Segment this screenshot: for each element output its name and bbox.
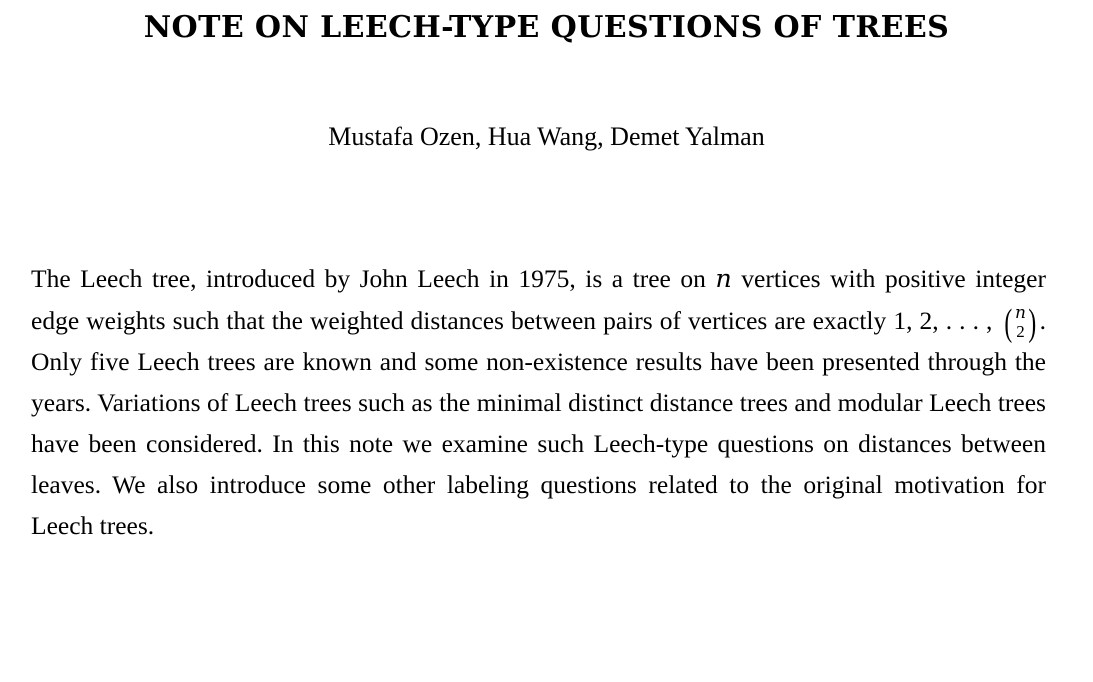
author-list: Mustafa Ozen, Hua Wang, Demet Yalman [328,122,765,151]
abstract-segment-1: The Leech tree, introduced by John Leech in 1975, is a tree on [31,264,716,293]
binomial-coefficient [1002,301,1038,344]
binom-stack [1015,305,1026,341]
left-paren: ( [1004,301,1013,344]
page-title: NOTE ON LEECH-TYPE QUESTIONS OF TREES [143,10,950,45]
binom-bottom: 2 [1016,321,1025,341]
math-distance-list: 1, 2, . . . , [893,306,993,335]
abstract-segment-2: vertices with positive integer edge weights such that the weighted distances between pairs of vertices are exactly [31,264,1053,335]
right-paren: ) [1028,301,1037,344]
math-variable-n: n [715,264,732,294]
abstract-paragraph [31,258,1053,546]
binom-top: n [1015,303,1026,324]
abstract-segment-3: . Only five Leech trees are known and some non-existence results have been presented through the years. Variations of Leech trees such as the minimal distinct distance trees and modular Leech trees have been considered. In this note we examine such Leech-type questions on distances between leaves. We also introduce some other labeling questions related to the original motivation for Leech trees. [31,306,1053,540]
